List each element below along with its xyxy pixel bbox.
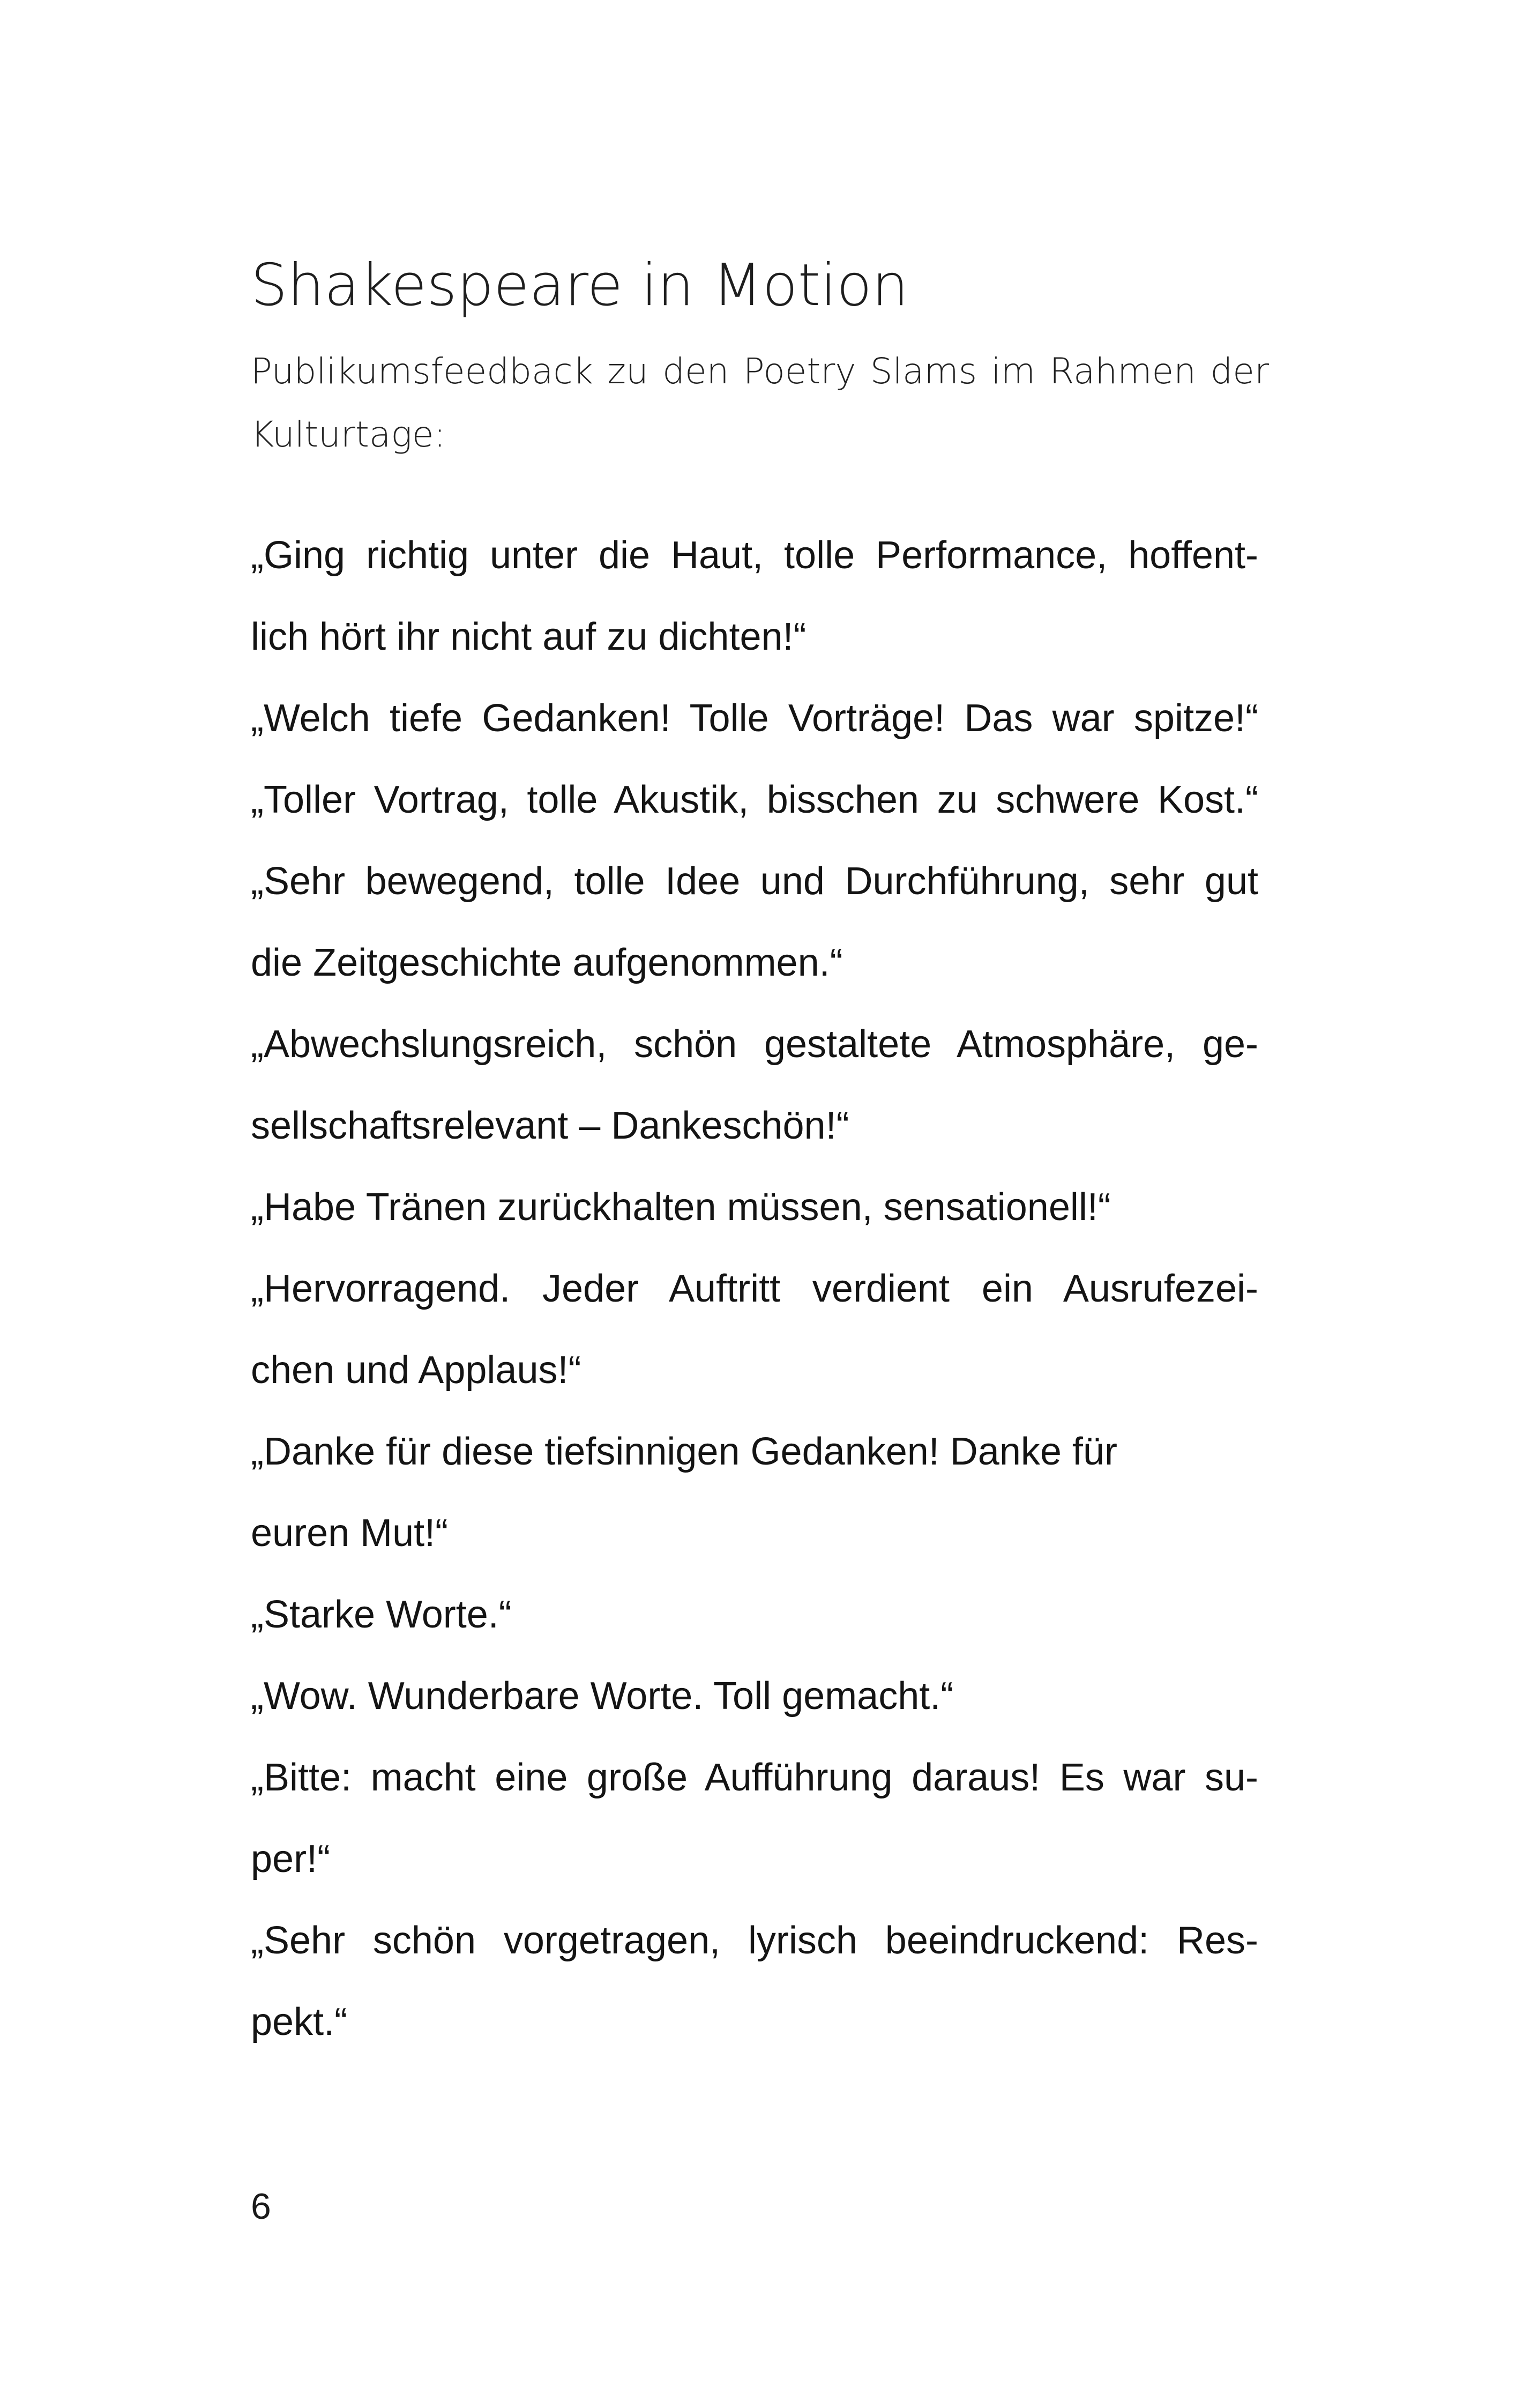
quote-line: pekt.“: [251, 2001, 348, 2043]
quote-line: „Sehr schön vorgetragen, lyrisch beeindruckend: Res-: [251, 1919, 1258, 1962]
page-title: Shakespeare in Motion: [251, 252, 909, 319]
quote-line: „Wow. Wunderbare Worte. Toll gemacht.“: [251, 1675, 954, 1718]
subtitle-line: Publikumsfeedback zu den Poetry Slams im Rahmen der: [251, 351, 1269, 392]
quote-line: „Starke Worte.“: [251, 1593, 512, 1636]
quote-line: „Danke für diese tiefsinnigen Gedanken! Danke für: [251, 1430, 1117, 1473]
quote-line: euren Mut!“: [251, 1512, 449, 1555]
quote-line: lich hört ihr nicht auf zu dichten!“: [251, 615, 807, 658]
page-number: 6: [251, 2186, 271, 2227]
quote-line: „Habe Tränen zurückhalten müssen, sensationell!“: [251, 1186, 1111, 1229]
quote-line: per!“: [251, 1838, 331, 1881]
page-subtitle: [251, 340, 1269, 466]
quote-line: „Toller Vortrag, tolle Akustik, bisschen zu schwere Kost.“: [251, 778, 1258, 821]
quote-line: „Sehr bewegend, tolle Idee und Durchführung, sehr gut: [251, 860, 1258, 903]
subtitle-line: Kulturtage:: [251, 414, 446, 455]
quote-line: sellschaftsrelevant – Dankeschön!“: [251, 1104, 849, 1147]
quote-line: die Zeitgeschichte aufgenommen.“: [251, 941, 843, 984]
quote-line: chen und Applaus!“: [251, 1349, 581, 1392]
quote-line: „Hervorragend. Jeder Auftritt verdient ein Ausrufezei-: [251, 1267, 1258, 1310]
quote-line: „Abwechslungsreich, schön gestaltete Atmosphäre, ge-: [251, 1023, 1258, 1066]
quote-line: „Ging richtig unter die Haut, tolle Performance, hoffent-: [251, 534, 1258, 577]
quote-line: „Bitte: macht eine große Aufführung daraus! Es war su-: [251, 1756, 1258, 1799]
feedback-quotes: [251, 515, 1258, 2063]
quote-line: „Welch tiefe Gedanken! Tolle Vorträge! Das war spitze!“: [251, 697, 1258, 740]
